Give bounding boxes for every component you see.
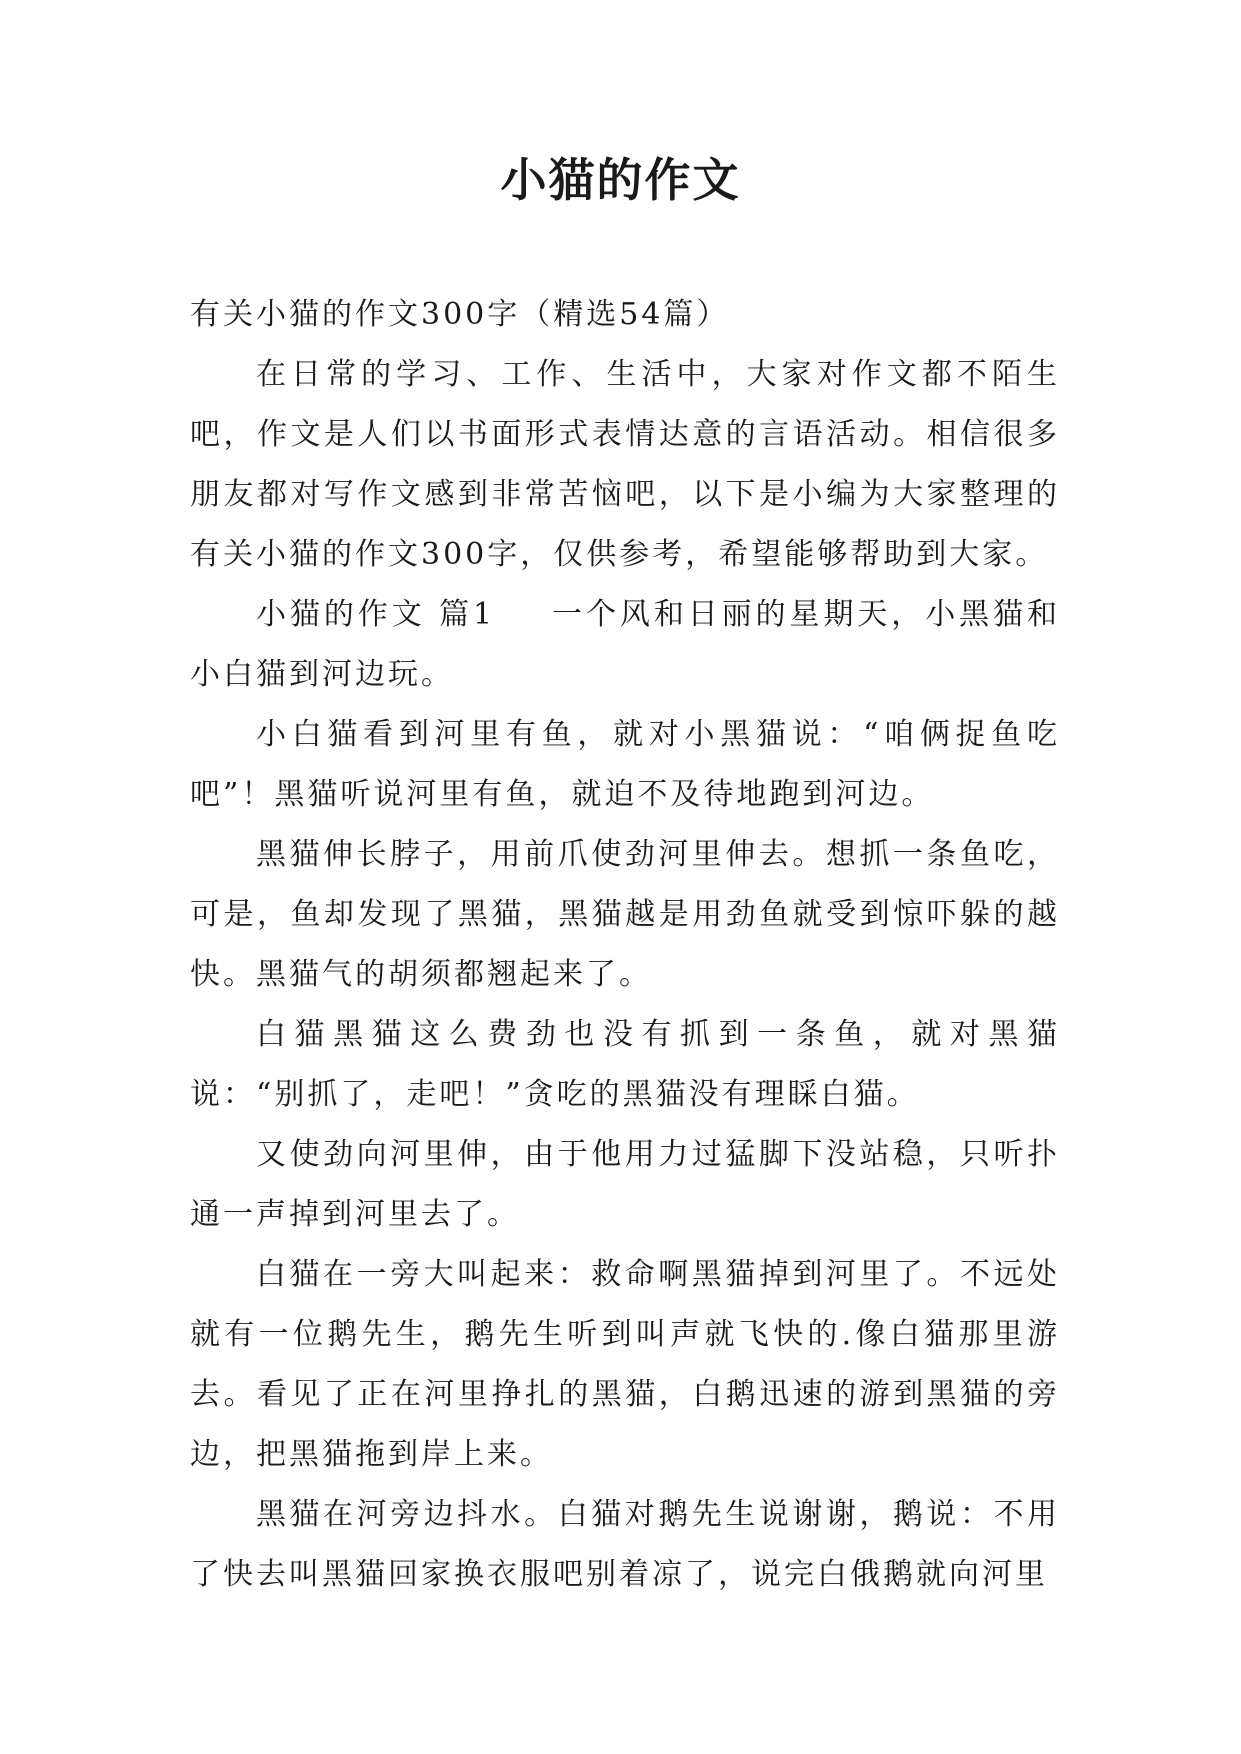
paragraph: 白猫在一旁大叫起来：救命啊黑猫掉到河里了。不远处就有一位鹅先生，鹅先生听到叫声就飞快的.像白猫那里游去。看见了正在河里挣扎的黑猫，白鹅迅速的游到黑猫的旁边，把黑猫拖到岸上来。 (190, 1257, 1060, 1472)
intro-paragraph: 在日常的学习、工作、生活中，大家对作文都不陌生吧，作文是人们以书面形式表情达意的言语活动。相信很多朋友都对写作文感到非常苦恼吧，以下是小编为大家整理的有关小猫的作文300字，仅供参考，希望能够帮助到大家。 (190, 357, 1060, 572)
paragraph: 又使劲向河里伸，由于他用力过猛脚下没站稳，只听扑通一声掉到河里去了。 (190, 1137, 1060, 1232)
document-body (190, 285, 1060, 1605)
document-title: 小猫的作文 (500, 153, 741, 207)
section-heading: 小猫的作文 篇1 (256, 597, 496, 632)
paragraph: 黑猫在河旁边抖水。白猫对鹅先生说谢谢，鹅说：不用了快去叫黑猫回家换衣服吧别着凉了，说完白俄鹅就向河里 (190, 1497, 1060, 1592)
document-subtitle: 有关小猫的作文300字（精选54篇） (190, 297, 730, 332)
section-first-paragraph (190, 585, 1060, 705)
paragraph: 白猫黑猫这么费劲也没有抓到一条鱼，就对黑猫说：“别抓了，走吧！”贪吃的黑猫没有理睬白猫。 (190, 1017, 1060, 1112)
paragraph: 小白猫看到河里有鱼，就对小黑猫说：“咱俩捉鱼吃吧”！黑猫听说河里有鱼，就迫不及待地跑到河边。 (190, 717, 1060, 812)
paragraph: 黑猫伸长脖子，用前爪使劲河里伸去。想抓一条鱼吃，可是，鱼却发现了黑猫，黑猫越是用劲鱼就受到惊吓躲的越快。黑猫气的胡须都翘起来了。 (190, 837, 1060, 992)
paragraph-text: 一个风和日丽的星期天，小黑猫和小白猫到河边玩。 (190, 597, 1061, 692)
